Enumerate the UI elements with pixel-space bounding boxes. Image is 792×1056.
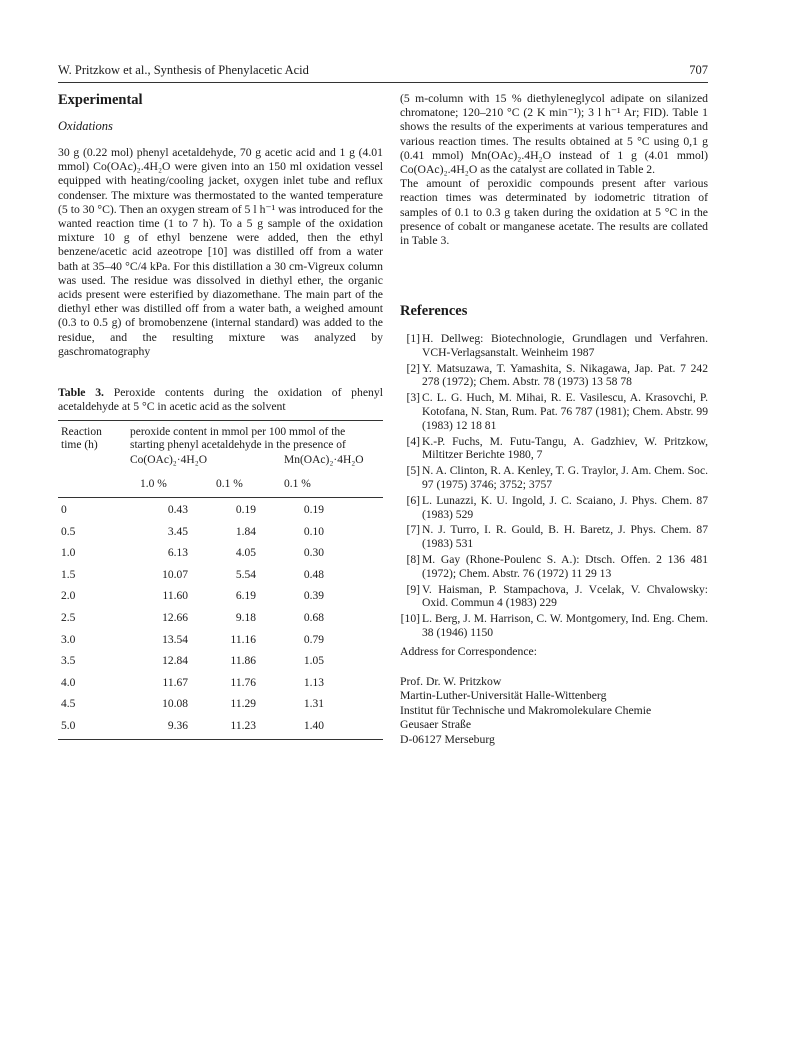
cell-time: 1.0 [61, 547, 76, 560]
cell-time: 0 [61, 504, 67, 516]
cell-mn-01pct: 1.31 [303, 698, 324, 711]
cell-time: 1.5 [61, 568, 76, 581]
reference-number: [1] [406, 332, 420, 345]
reference-text: M. Gay (Rhone-Poulenc S. A.): Dtsch. Offen. 2 136 481 (1972); Chem. Abstr. 76 (1972) 11 29 13 [422, 552, 708, 580]
reference-item [400, 332, 708, 360]
right-column [400, 92, 708, 248]
table-top-rule [58, 420, 383, 421]
cell-time: 0.5 [61, 525, 76, 538]
address-line-2: Institut für Technische und Makromolekulare Chemie [400, 703, 652, 717]
running-title: W. Pritzkow et al., Synthesis of Phenylacetic Acid [58, 63, 309, 77]
head-main-line1: peroxide content in mmol per 100 mmol of the [130, 426, 346, 438]
table-row [58, 504, 383, 526]
cell-co-01pct: 5.54 [235, 568, 256, 581]
reference-item [400, 523, 708, 551]
address-name: Prof. Dr. W. Pritzkow [400, 674, 502, 688]
reference-text: Y. Matsuzawa, T. Yamashita, S. Nikagawa, Jap. Pat. 7 242 278 (1972); Chem. Abstr. 78 (1973) 13 58 78 [422, 361, 708, 389]
cell-co-1pct: 6.13 [167, 547, 188, 560]
table-row [58, 526, 383, 548]
reference-text: L. Lunazzi, K. U. Ingold, J. C. Scaiano, J. Phys. Chem. 87 (1983) 529 [422, 493, 708, 521]
cell-mn-01pct: 0.39 [303, 590, 324, 603]
address-label: Address for Correspondence: [400, 645, 537, 658]
reference-text: C. L. G. Huch, M. Mihai, R. E. Vasilescu, A. Krasovchi, P. Kotofana, N. Stan, Rum. Pat. 76 787 (1981); Chem. Abstr. 99 (1983) 12 18 81 [422, 391, 708, 432]
cell-time: 2.5 [61, 612, 76, 624]
page-number: 707 [689, 63, 708, 77]
cell-mn-01pct: 1.40 [303, 720, 324, 732]
head-reaction: Reaction [61, 426, 102, 438]
cell-co-1pct: 12.84 [162, 655, 188, 668]
reference-text: N. J. Turro, I. R. Gould, B. H. Baretz, J. Phys. Chem. 87 (1983) 531 [422, 523, 708, 551]
reference-number: [8] [406, 552, 420, 566]
reference-number: [2] [406, 361, 420, 375]
cell-mn-01pct: 0.10 [303, 525, 324, 538]
table-row [58, 547, 383, 569]
cell-time: 3.0 [61, 633, 76, 646]
reference-number: [9] [406, 582, 420, 596]
cell-time: 2.0 [61, 590, 76, 603]
cell-time: 4.0 [61, 676, 76, 689]
reference-number: [7] [406, 523, 420, 537]
reference-item [400, 435, 708, 463]
reference-text: V. Haisman, P. Stampachova, J. Vcelak, V. Chvalowsky: Oxid. Commun 4 (1983) 229 [422, 582, 708, 610]
cell-mn-01pct: 0.48 [303, 568, 324, 581]
cell-time: 3.5 [61, 655, 76, 668]
cell-co-1pct: 3.45 [167, 525, 188, 538]
cell-co-1pct: 11.60 [162, 590, 188, 603]
table-row [58, 677, 383, 699]
reference-item [400, 464, 708, 492]
subhead-mn-01pct: 0.1 % [284, 478, 311, 490]
address-line-4: D-06127 Merseburg [400, 732, 495, 746]
cell-time: 5.0 [61, 720, 76, 732]
oxidations-subheading: Oxidations [58, 119, 113, 133]
table-row [58, 612, 383, 634]
cell-co-01pct: 11.29 [230, 698, 256, 711]
cell-co-01pct: 11.76 [230, 676, 256, 689]
head-time: time (h) [61, 439, 98, 451]
subhead-co-1pct: 1.0 % [140, 478, 167, 490]
reference-text: N. A. Clinton, R. A. Kenley, T. G. Traylor, J. Am. Chem. Soc. 97 (1975) 3746; 3752; 3757 [422, 464, 708, 491]
table-row [58, 655, 383, 677]
cell-co-1pct: 13.54 [162, 633, 188, 646]
cell-mn-01pct: 0.19 [303, 504, 324, 516]
table3-caption [58, 386, 383, 414]
table-row [58, 590, 383, 612]
table-row [58, 634, 383, 656]
reference-number: [3] [406, 391, 420, 405]
table-row [58, 698, 383, 720]
cell-co-1pct: 10.07 [162, 568, 188, 581]
cell-co-1pct: 10.08 [162, 698, 188, 711]
left-column [58, 92, 383, 359]
reference-number: [4] [406, 434, 420, 448]
reference-item [400, 362, 708, 390]
cell-co-01pct: 4.05 [235, 547, 256, 560]
address-line-3: Geusaer Straße [400, 718, 472, 731]
table-row [58, 569, 383, 591]
reference-number: [5] [406, 464, 420, 478]
experimental-paragraph: 30 g (0.22 mol) phenyl acetaldehyde, 70 g acetic acid and 1 g (4.01 mmol) Co(OAc)₂.4H₂O were given into an 150 ml oxidation vessel equipped with heating/cooling jacket, oxygen inlet tube and reflux condenser. The mixture was thermostated to the wanted temperature (5 to 30 °C). Then an oxygen stream of 5 l h⁻¹ was introduced for the wanted reaction time (1 to 7 h). To a 5 g sample of the oxidation mixture 10 g of ethyl benzene were added, then the ethyl benzene/acetic acid azeotrope [10] was distilled off from a water bath at 35–40 °C/4 kPa. For this distillation a 30 cm-Vigreux column was used. The residue was dissolved in diethyl ether, the organic acids present were esterified by diazomethane. The main part of the diethyl ether was distilled off from a water bath, a weighed amount (0.3 to 0.5 g) of bromobenzene (internal standard) was added to the residue, and the resulting mixture was analyzed by gaschromatography [58, 146, 383, 358]
header-rule [58, 82, 708, 83]
cell-mn-01pct: 0.30 [303, 547, 324, 560]
cell-time: 4.5 [61, 698, 76, 711]
cell-co-01pct: 9.18 [235, 612, 256, 624]
right-paragraph-2: The amount of peroxidic compounds present after various reaction times was determinated by iodometric titration of samples of 0.1 to 0.3 g taken during the oxidation at 5 °C in the presence of cobalt or manganese acetate. The results are collated in Table 3. [400, 177, 708, 248]
reference-text: L. Berg, J. M. Harrison, C. W. Montgomery, Ind. Eng. Chem. 38 (1946) 1150 [422, 612, 708, 639]
cell-co-01pct: 6.19 [235, 590, 256, 603]
correspondence-address [400, 645, 708, 747]
table3-caption-text: Peroxide contents during the oxidation of phenyl acetaldehyde at 5 °C in acetic acid as the solvent [58, 386, 383, 413]
cell-co-1pct: 12.66 [162, 612, 188, 624]
table3-caption-lead: Table 3. [58, 386, 104, 399]
cell-co-1pct: 0.43 [167, 504, 188, 516]
cell-co-01pct: 11.86 [230, 655, 256, 668]
reference-item [400, 612, 708, 640]
experimental-heading: Experimental [58, 92, 143, 108]
cell-co-1pct: 11.67 [162, 676, 188, 689]
table-bottom-rule [58, 739, 383, 740]
references-heading: References [400, 303, 468, 319]
reference-text: H. Dellweg: Biotechnologie, Grundlagen und Verfahren. VCH-Verlagsanstalt. Weinheim 1987 [422, 332, 708, 359]
reference-item [400, 494, 708, 522]
reference-text: K.-P. Fuchs, M. Futu-Tangu, A. Gadzhiev, W. Pritzkow, Miltitzer Berichte 1980, 7 [422, 434, 708, 462]
cell-mn-01pct: 1.05 [303, 655, 324, 668]
right-paragraph-1: (5 m-column with 15 % diethyleneglycol adipate on silanized chromatone; 120–210 °C (2 K min⁻¹); 3 l h⁻¹ Ar; FID). Table 1 shows the results of the experiments at various temperatures and various reaction times. The results obtained at 5 °C using 0,1 g (0.41 mmol) Mn(OAc)₂.4H₂O instead of 1 g (4.01 mmol) Co(OAc)₂.4H₂O as the catalyst are collated in Table 2. [400, 92, 708, 177]
head-cobalt: Co(OAc)₂·4H₂O [130, 454, 208, 466]
reference-item [400, 553, 708, 581]
reference-item [400, 583, 708, 611]
cell-mn-01pct: 0.68 [303, 612, 324, 624]
head-main-line2: starting phenyl acetaldehyde in the presence of [130, 439, 346, 451]
reference-item [400, 391, 708, 432]
cell-co-01pct: 0.19 [235, 504, 256, 516]
table-mid-rule [58, 497, 383, 498]
reference-number: [6] [406, 493, 420, 507]
running-header [58, 63, 708, 81]
cell-co-01pct: 11.16 [230, 633, 256, 646]
references-list [400, 332, 708, 642]
subhead-co-01pct: 0.1 % [216, 478, 243, 490]
cell-mn-01pct: 1.13 [303, 676, 324, 689]
reference-number: [10] [400, 612, 420, 626]
address-line-1: Martin-Luther-Universität Halle-Wittenberg [400, 689, 607, 702]
cell-mn-01pct: 0.79 [303, 633, 324, 646]
head-manganese: Mn(OAc)₂·4H₂O [284, 454, 364, 466]
cell-co-1pct: 9.36 [167, 720, 188, 732]
cell-co-01pct: 1.84 [235, 525, 256, 538]
cell-co-01pct: 11.23 [230, 720, 256, 732]
